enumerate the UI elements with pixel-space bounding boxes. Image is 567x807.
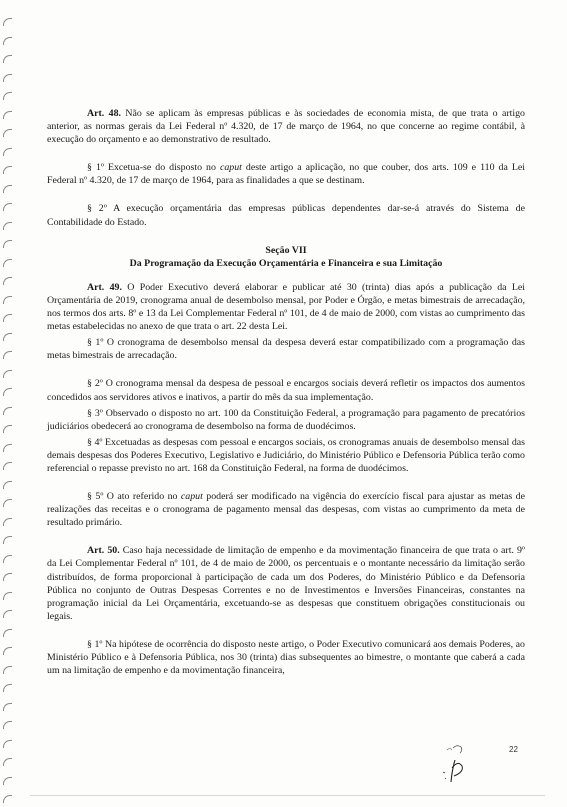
binding-hole: [3, 148, 12, 156]
binding-hole: [3, 425, 12, 433]
art-48-par-1-italic: caput: [219, 162, 242, 174]
art-49-par-2: § 2º O cronograma mensal da despesa de pessoal e encargos sociais deverá refletir os impactos dos aumentos concedidos aos servidores ativos e inativos, a partir do mês da sua implementação.: [47, 378, 525, 403]
binding-hole: [3, 444, 12, 452]
binding-hole: [3, 666, 12, 674]
art-48-par-2: § 2º A execução orçamentária das empresas públicas dependentes dar-se-á através do Sistema de Contabilidade do Estado.: [47, 203, 525, 228]
binding-holes: [0, 0, 14, 807]
binding-hole: [3, 111, 12, 119]
binding-hole: [3, 721, 12, 729]
binding-hole: [3, 647, 12, 655]
binding-hole: [3, 573, 12, 581]
art-48-par-1-text-b: deste artigo a aplicação, no que couber, dos arts. 109 e 110 da Lei Federal nº 4.320, de 17 de março de 1964, para as finalidades a que se destinam.: [47, 162, 525, 187]
binding-hole: [3, 203, 12, 211]
art-49-par-3: § 3º Observado o disposto no art. 100 da Constituição Federal, a programação para pagamento de precatórios judiciários obedecerá ao cronograma de desembolso na forma de duodécimos.: [47, 407, 525, 432]
binding-hole: [3, 518, 12, 526]
art-50-paragraph: [47, 544, 525, 623]
binding-hole: [3, 499, 12, 507]
art-49-par-5-italic: caput: [180, 491, 203, 503]
art-48-label: Art. 48.: [87, 108, 121, 119]
binding-hole: [3, 314, 12, 322]
binding-hole: [3, 296, 12, 304]
binding-hole: [3, 629, 12, 637]
binding-hole: [3, 388, 12, 396]
binding-hole: [3, 185, 12, 193]
art-48-paragraph: [47, 107, 525, 146]
page-number: 22: [509, 745, 518, 754]
binding-hole: [3, 795, 12, 803]
binding-hole: [3, 333, 12, 341]
art-50-par-1: § 1º Na hipótese de ocorrência do disposto neste artigo, o Poder Executivo comunicará aos demais Poderes, ao Ministério Público e à Defensoria Pública, nos 30 (trinta) dias subsequentes ao bimestre, o montante que caberá a cada um na limitação de empenho e da movimentação financeira,: [47, 638, 525, 677]
binding-hole: [3, 18, 12, 26]
art-50-text: Caso haja necessidade de limitação de empenho e da movimentação financeira de que trata o art. 9º da Lei Complementar Federal nº 101, de 4 de maio de 2000, os percentuais e o montante necessário da limitação serão distribuídos, de forma proporcional à participação de cada um dos Poderes, do Ministério Público e da Defensoria Pública no conjunto de Outras Despesas Correntes e no de Investimentos e Inversões Financeiras, constantes na programação inicial da Lei Orçamentária, excetuando-se as despesas que constituem obrigações constitucionais ou legais.: [47, 545, 525, 622]
art-49-par-4: § 4º Excetuadas as despesas com pessoal e encargos sociais, os cronogramas anuais de desembolso mensal das demais despesas dos Poderes Executivo, Legislativo e Judiciário, do Ministério Público e Defensoria Pública terão como referencial o repasse previsto no art. 168 da Constituição Federal, na forma de duodécimos.: [47, 436, 525, 474]
binding-hole: [3, 370, 12, 378]
binding-hole: [3, 610, 12, 618]
binding-hole: [3, 277, 12, 285]
binding-hole: [3, 684, 12, 692]
art-49-text: O Poder Executivo deverá elaborar e publicar até 30 (trinta) dias após a publicação da Lei Orçamentária de 2019, cronograma anual de desembolso mensal, por Poder e Órgão, e metas bimestrais de arrecadação, nos termos dos arts. 8º e 13 da Lei Complementar Federal nº 101, de 4 de maio de 2000, com vistas ao cumprimento das metas estabelecidas no anexo de que trata o art. 22 desta Lei.: [47, 281, 525, 333]
binding-hole: [3, 536, 12, 544]
binding-hole: [3, 259, 12, 267]
binding-hole: [3, 55, 12, 63]
art-48-par-1: [47, 161, 525, 187]
binding-hole: [3, 777, 12, 785]
page-bottom-edge: [30, 795, 545, 796]
binding-hole: [3, 92, 12, 100]
art-50-label: Art. 50.: [87, 545, 120, 557]
binding-hole: [3, 740, 12, 748]
binding-hole: [3, 592, 12, 600]
binding-hole: [3, 74, 12, 82]
art-49-par-5-text-b: poderá ser modificado na vigência do exercício fiscal para ajustar as metas de realizações das receitas e o cronograma de pagamento mensal das despesas, com vistas ao cumprimento da meta de resultado primário.: [47, 491, 525, 529]
section-subtitle: Da Programação da Execução Orçamentária e Financeira e sua Limitação: [129, 257, 443, 269]
binding-hole: [3, 758, 12, 766]
art-49-par-5: [47, 490, 525, 529]
binding-hole: [3, 407, 12, 415]
binding-hole: [3, 351, 12, 359]
art-49-label: Art. 49.: [87, 281, 122, 293]
art-48-par-1-text-a: § 1º Excetua-se do disposto no: [87, 162, 220, 174]
binding-hole: [3, 222, 12, 230]
binding-hole: [3, 37, 12, 45]
section-title: Seção VII: [265, 244, 307, 256]
binding-hole: [3, 166, 12, 174]
binding-hole: [3, 703, 12, 711]
binding-hole: [3, 129, 12, 137]
art-48-text: Não se aplicam às empresas públicas e às sociedades de economia mista, de que trata o artigo anterior, as normas gerais da Lei Federal nº 4.320, de 17 de março de 1964, no que concerne ao regime contábil, à execução do orçamento e ao demonstrativo de resultado.: [47, 108, 525, 146]
art-49-par-5-text-a: § 5º O ato referido no: [87, 491, 181, 503]
art-49-par-1: § 1º O cronograma de desembolso mensal da despesa deverá estar compatibilizado com a programação das metas bimestrais de arrecadação.: [47, 337, 525, 362]
art-49-paragraph: [47, 281, 525, 333]
binding-hole: [3, 555, 12, 563]
binding-hole: [3, 481, 12, 489]
signature-initials: [425, 738, 485, 790]
binding-hole: [3, 240, 12, 248]
binding-hole: [3, 462, 12, 470]
document-body: [47, 107, 525, 677]
